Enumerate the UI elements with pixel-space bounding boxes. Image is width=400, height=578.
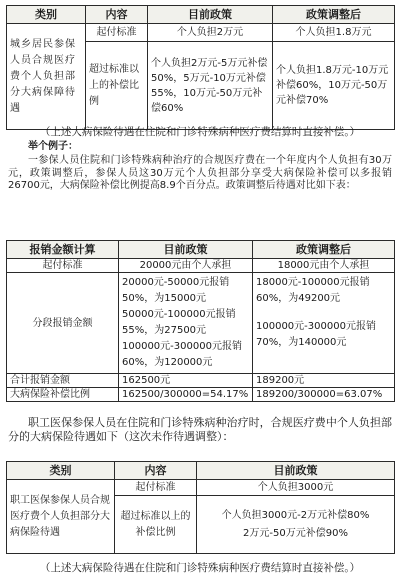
table-header-row [7,6,395,24]
header-calculation: 报销金额计算 [7,241,119,259]
category-cell: 职工医保参保人员合规医疗费个人负担部分大病保险待遇 [7,480,115,554]
current-cell [197,496,395,554]
table-row [7,259,395,273]
resident-insurance-table [6,5,395,130]
table-header-row [7,462,395,480]
adjusted-cell: 189200/300000=63.07% [253,388,395,402]
current-cell: 162500元 [119,374,253,388]
current-cell: 20000元由个人承担 [119,259,253,273]
header-adjusted-policy: 政策调整后 [253,241,395,259]
current-cell: 个人负担2万元-5万元补偿50%，5万元-10万元补偿55%，10万元-50万元补偿60% [148,42,273,130]
content-cell: 超过标准以上的补偿比例 [86,42,148,130]
note-2: （上述大病保险待遇在住院和门诊特殊病种医疗费结算时直接补偿。） [39,562,361,574]
label-cell: 分段报销金额 [7,273,119,374]
adjusted-cell: 个人负担1.8万元-10万元补偿60%，10万元-50万元补偿70% [273,42,395,130]
table-row [7,388,395,402]
segment-line: 2万元-50万元补偿90% [243,527,348,539]
example-paragraph: 一参保人员住院和门诊特殊病种治疗的合规医疗费在一个年度内个人负担有30万元，政策调整后，参保人员这30万元个人负担部分享受大病保险补偿可以多报销26700元，大病保险补偿比例提高8.9个百分点。政策调整后待遇对比如下表： [8,155,392,191]
segment-line: 18000元-100000元报销60%，为49200元 [256,277,370,304]
current-cell: 162500/300000=54.17% [119,388,253,402]
employee-insurance-table [6,461,395,554]
header-current-policy: 目前政策 [119,241,253,259]
comparison-table [6,240,395,402]
current-cell: 个人负担2万元 [148,24,273,42]
label-cell: 合计报销金额 [7,374,119,388]
header-current-policy: 目前政策 [148,6,273,24]
table-row [7,374,395,388]
content-cell: 起付标准 [86,24,148,42]
header-adjusted-policy: 政策调整后 [273,6,395,24]
adjusted-cell [253,273,395,374]
content-cell: 起付标准 [115,480,197,496]
adjusted-cell: 18000元由个人承担 [253,259,395,273]
label-cell: 大病保险补偿比例 [7,388,119,402]
header-category: 类别 [7,6,86,24]
header-current-policy: 目前政策 [197,462,395,480]
segment-line: 100000元-300000元报销70%，为140000元 [256,321,376,348]
segment-line: 20000元-50000元报销50%，为15000元 [122,277,230,304]
header-content: 内容 [86,6,148,24]
table-row [7,24,395,42]
example-heading: 举个例子： [28,141,78,152]
category-cell: 城乡居民参保人员合规医疗费个人负担部分大病保障待遇 [7,24,86,130]
adjusted-cell: 189200元 [253,374,395,388]
table-header-row [7,241,395,259]
table-row [7,273,395,374]
header-content: 内容 [115,462,197,480]
current-cell [119,273,253,374]
segment-line: 50000元-100000元报销55%，为27500元 [122,309,236,336]
segment-line: 100000元-300000元报销60%，为120000元 [122,341,242,368]
note-1: （上述大病保险待遇在住院和门诊特殊病种医疗费结算时直接补偿。） [39,126,361,138]
current-cell: 个人负担3000元 [197,480,395,496]
header-category: 类别 [7,462,115,480]
label-cell: 起付标准 [7,259,119,273]
table-row [7,480,395,496]
segment-line: 个人负担3000元-2万元补偿80% [221,509,370,521]
content-cell: 超过标准以上的补偿比例 [115,496,197,554]
adjusted-cell: 个人负担1.8万元 [273,24,395,42]
employee-paragraph: 职工医保参保人员在住院和门诊特殊病种治疗时，合规医疗费中个人负担部分的大病保险待遇如下（这次未作待遇调整）： [8,416,392,443]
